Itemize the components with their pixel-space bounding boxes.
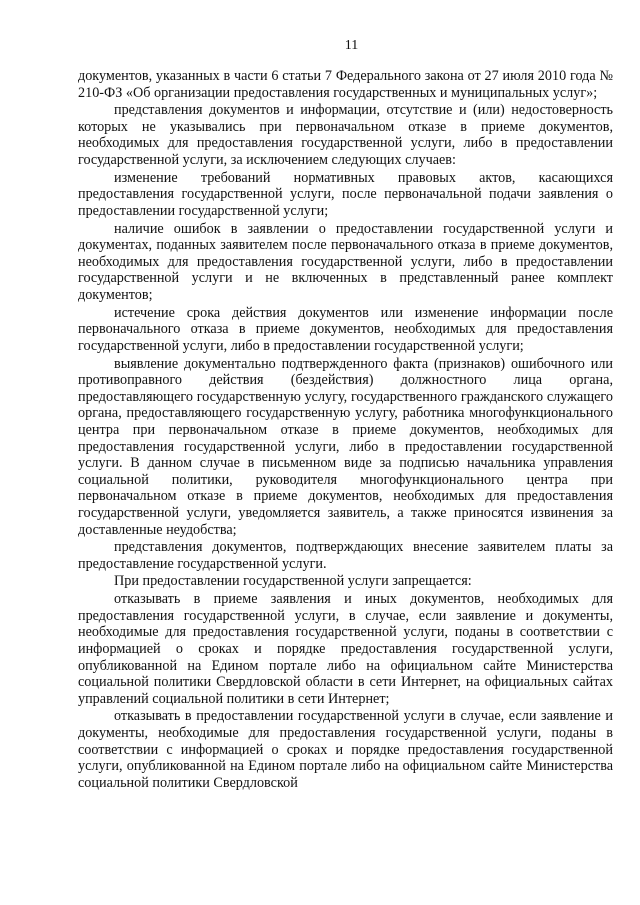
paragraph-erroneous-action: выявление документально подтвержденного факта (признаков) ошибочного или противоправного действия (бездействия) должностного лица органа, предоставляющего государственную услугу, государственного гражданского служащего органа, предоставляющего государственную услугу, работника многофункционального центра при первоначальном отказе в приеме документов, необходимых для предоставления государственной услуги, либо в предоставлении государственной услуги. В данном случае в письменном виде за подписью начальника управления социальной политики, руководителя многофункционального центра при первоначальном отказе в приеме документов, необходимых для предоставления государственной услуги, уведомляется заявитель, а также приносятся извинения за доставленные неудобства; (78, 355, 613, 538)
page-number: 11 (344, 38, 359, 53)
paragraph-prohibitions-heading: При предоставлении государственной услуги запрещается: (114, 573, 472, 590)
paragraph-refuse-service: отказывать в предоставлении государственной услуги в случае, если заявление и документы, необходимые для предоставления государственной услуги, поданы в соответствии с информацией о сроках и порядке предоставления государственной услуги, опубликованной на Едином портале либо на официальном сайте Министерства социальной политики Свердловской (78, 708, 613, 791)
paragraph-documents-information: представления документов и информации, отсутствие и (или) недостоверность которых не указывались при первоначальном отказе в приеме документов, необходимых для предоставления государственной услуги, либо в предоставлении государственной услуги, за исключением следующих случаев: (78, 102, 613, 169)
paragraph-refuse-acceptance: отказывать в приеме заявления и иных документов, необходимых для предоставления государственной услуги, в случае, если заявление и документы, необходимые для предоставления государственной услуги, поданы в соответствии с информацией о сроках и порядке предоставления государственной услуги, опубликованной на Едином портале либо на официальном сайте Министерства социальной политики Свердловской области в сети Интернет, на официальных сайтах управлений социальной политики в сети Интернет; (78, 591, 613, 707)
document-body (78, 68, 613, 791)
paragraph-payment-documents: представления документов, подтверждающих внесение заявителем платы за предоставление государственной услуги. (78, 539, 613, 572)
paragraph-requirements-change: изменение требований нормативных правовых актов, касающихся предоставления государственной услуги, после первоначальной подачи заявления о предоставлении государственной услуги; (78, 169, 613, 219)
paragraph-documents-expiry: истечение срока действия документов или изменение информации после первоначального отказа в приеме документов, необходимых для предоставления государственной услуги, либо в предоставлении государственной услуги; (78, 304, 613, 354)
paragraph-errors-in-application: наличие ошибок в заявлении о предоставлении государственной услуги и документах, поданных заявителем после первоначального отказа в приеме документов, необходимых для предоставления государственной услуги, либо в предоставлении государственной услуги и не включенных в представленный ранее комплект документов; (78, 220, 613, 303)
paragraph-continuation: документов, указанных в части 6 статьи 7 Федерального закона от 27 июля 2010 года № 210-ФЗ «Об организации предоставления государственных и муниципальных услуг»; (78, 68, 613, 101)
